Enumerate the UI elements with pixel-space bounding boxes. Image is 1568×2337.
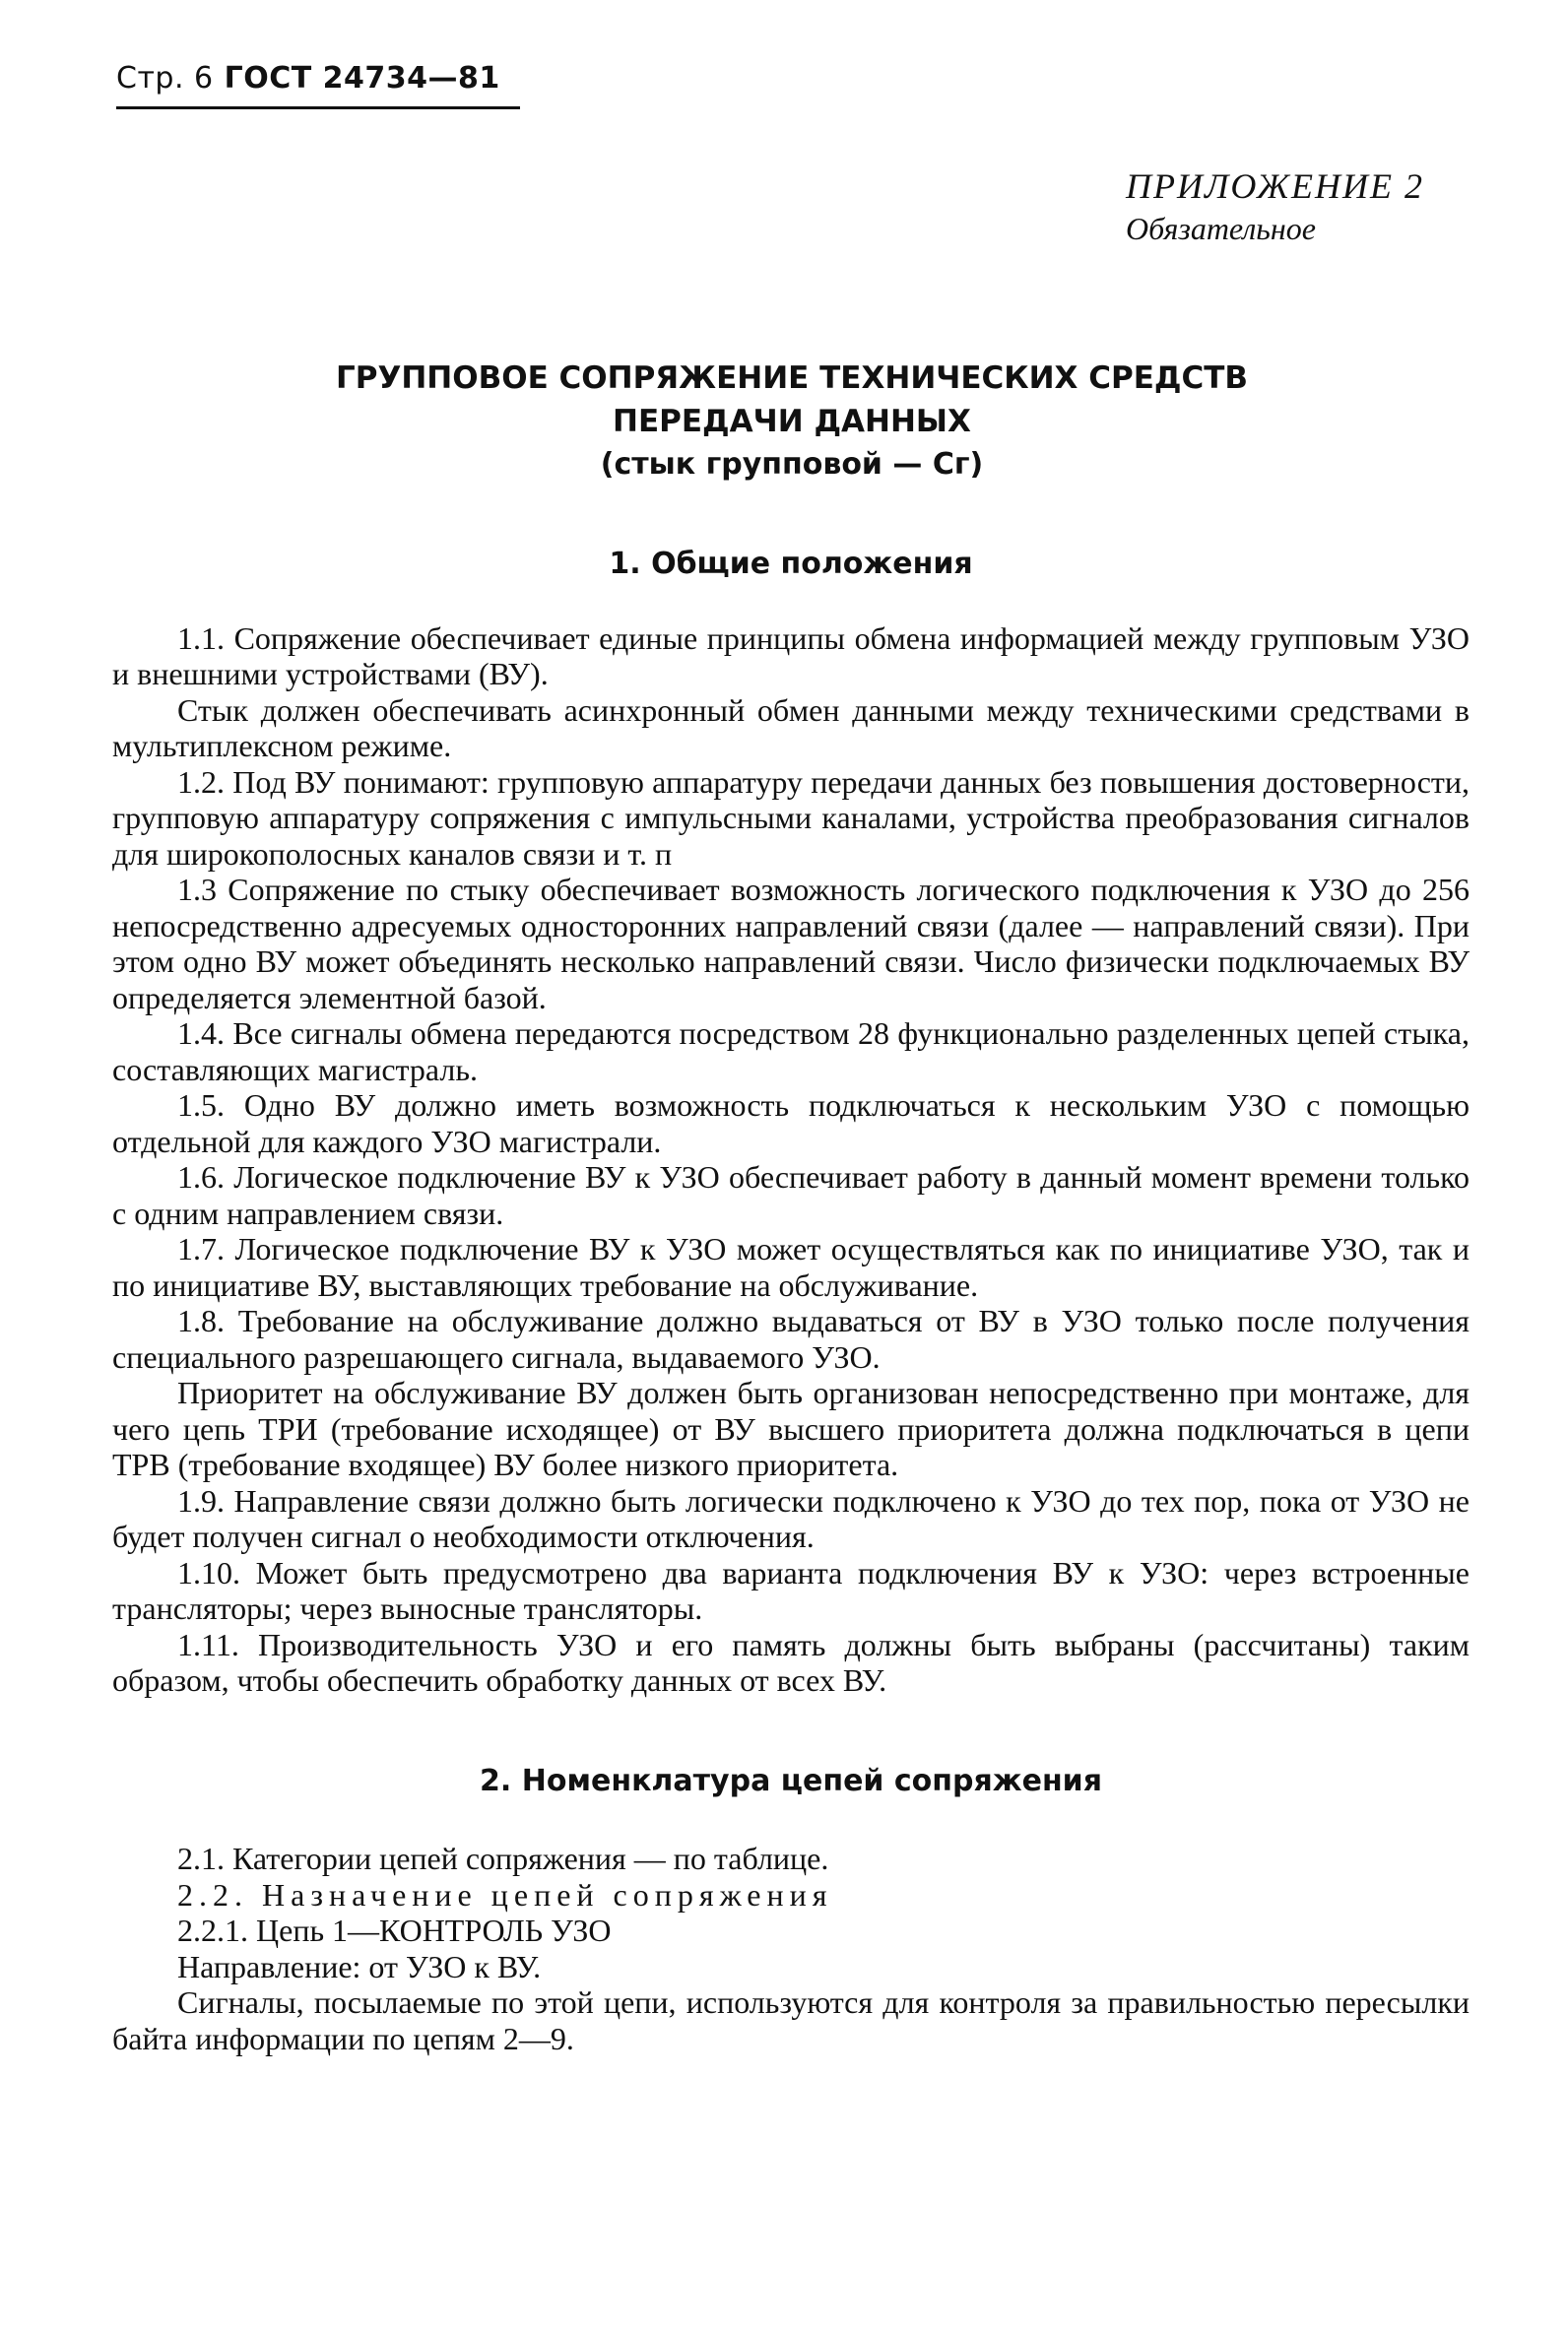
paragraph: 1.1. Сопряжение обеспечивает единые принципы обмена информацией между групповым УЗО и внешними устройствами (ВУ). xyxy=(112,619,1470,691)
paragraph: 1.7. Логическое подключение ВУ к УЗО может осуществляться как по инициативе УЗО, так и по инициативе ВУ, выставляющих требование на обслуживание. xyxy=(112,1231,1470,1303)
appendix-number: ПРИЛОЖЕНИЕ 2 xyxy=(1126,166,1424,206)
title-line-2: ПЕРЕДАЧИ ДАННЫХ xyxy=(613,404,971,439)
paragraph: 1.5. Одно ВУ должно иметь возможность подключаться к нескольким УЗО с помощью отдельной для каждого УЗО магистрали. xyxy=(112,1087,1470,1159)
standard-number: ГОСТ 24734—81 xyxy=(224,61,500,96)
header-rule xyxy=(116,106,520,109)
paragraph: 1.2. Под ВУ понимают: групповую аппаратуру передачи данных без повышения достоверности, групповую аппаратуру сопряжения с импульсными каналами, устройства преобразования сигналов для широкополосных каналов связи и т. п xyxy=(112,763,1470,872)
appendix-label xyxy=(1126,165,1424,247)
signals-paragraph: Сигналы, посылаемые по этой цепи, используются для контроля за правильностью пересылки байта информации по цепям 2—9. xyxy=(112,1984,1470,2056)
direction-line: Направление: от УЗО к ВУ. xyxy=(177,1948,542,1984)
paragraph: 1.3 Сопряжение по стыку обеспечивает возможность логического подключения к УЗО до 256 непосредственно адресуемых односторонних направлений связи (далее — направлений связи). При этом одно ВУ может объединять несколько направлений связи. Число физически подключаемых ВУ определяется элементной базой. xyxy=(112,872,1470,1015)
paragraph: Приоритет на обслуживание ВУ должен быть организован непосредственно при монтаже, для чего цепь ТРИ (требование исходящее) от ВУ высшего приоритета должна подключаться в цепи ТРВ (требование входящее) ВУ более низкого приоритета. xyxy=(112,1375,1470,1482)
paragraph: 1.8. Требование на обслуживание должно выдаваться от ВУ в УЗО только после получения специального разрешающего сигнала, выдаваемого УЗО. xyxy=(112,1303,1470,1375)
paragraph: 1.4. Все сигналы обмена передаются посредством 28 функционально разделенных цепей стыка, составляющих магистраль. xyxy=(112,1015,1470,1087)
title-subtitle: (стык групповой — Сг) xyxy=(600,447,984,482)
paragraph: 1.10. Может быть предусмотрено два варианта подключения ВУ к УЗО: через встроенные трансляторы; через выносные трансляторы. xyxy=(112,1554,1470,1626)
document-title xyxy=(116,357,1468,487)
page-number: Стр. 6 xyxy=(116,61,214,96)
paragraph: Стык должен обеспечивать асинхронный обмен данными между техническими средствами в мультиплексном режиме. xyxy=(112,691,1470,763)
page-header xyxy=(116,61,520,96)
item-2-1: 2.1. Категории цепей сопряжения — по таблице. xyxy=(177,1841,829,1876)
appendix-status: Обязательное xyxy=(1126,211,1316,246)
section-2-heading: 2. Номенклатура цепей сопряжения xyxy=(480,1763,1102,1798)
document-body xyxy=(112,547,1470,2056)
paragraph: 1.11. Производительность УЗО и его память должны быть выбраны (рассчитаны) таким образом, чтобы обеспечить обработку данных от всех ВУ. xyxy=(112,1626,1470,1698)
paragraph: 1.6. Логическое подключение ВУ к УЗО обеспечивает работу в данный момент времени только с одним направлением связи. xyxy=(112,1159,1470,1231)
title-line-1: ГРУППОВОЕ СОПРЯЖЕНИЕ ТЕХНИЧЕСКИХ СРЕДСТВ xyxy=(335,360,1249,396)
paragraph: 1.9. Направление связи должно быть логически подключено к УЗО до тех пор, пока от УЗО не будет получен сигнал о необходимости отключения. xyxy=(112,1482,1470,1554)
section-1-heading: 1. Общие положения xyxy=(609,547,973,581)
item-2-2-1: 2.2.1. Цепь 1—КОНТРОЛЬ УЗО xyxy=(177,1913,612,1948)
item-2-2: 2.2. Назначение цепей сопряжения xyxy=(177,1876,833,1913)
